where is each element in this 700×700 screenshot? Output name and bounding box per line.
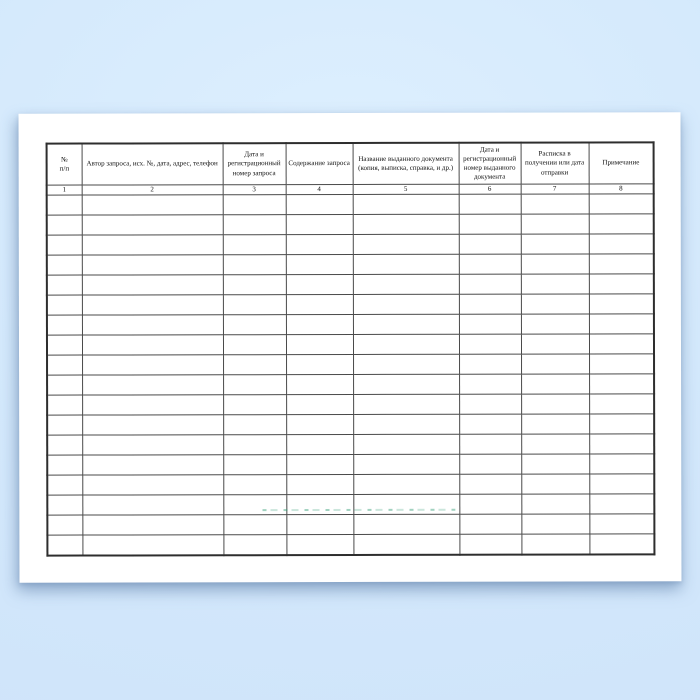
- empty-cell: [82, 235, 223, 255]
- empty-cell: [223, 255, 286, 275]
- empty-cell: [589, 494, 654, 514]
- empty-cell: [82, 395, 223, 415]
- empty-cell: [589, 194, 654, 214]
- empty-cell: [353, 354, 459, 374]
- empty-cell: [353, 314, 459, 334]
- empty-cell: [286, 274, 353, 294]
- empty-cell: [82, 515, 223, 535]
- empty-cell: [521, 474, 589, 494]
- empty-cell: [82, 475, 223, 495]
- empty-cell: [459, 374, 521, 394]
- empty-cell: [286, 414, 353, 434]
- col-number: 3: [223, 185, 286, 195]
- empty-cell: [286, 334, 353, 354]
- empty-cell: [47, 275, 82, 295]
- empty-cell: [47, 235, 82, 255]
- empty-cell: [589, 274, 654, 294]
- empty-cell: [521, 434, 589, 454]
- empty-row: [47, 414, 654, 435]
- empty-cell: [459, 514, 521, 534]
- empty-cell: [459, 314, 521, 334]
- empty-cell: [353, 534, 459, 555]
- empty-cell: [353, 394, 459, 414]
- empty-cell: [459, 454, 521, 474]
- empty-cell: [353, 414, 459, 434]
- empty-cell: [47, 355, 82, 375]
- empty-cell: [82, 295, 223, 315]
- empty-cell: [286, 434, 353, 454]
- empty-cell: [589, 374, 654, 394]
- empty-cell: [47, 495, 82, 515]
- empty-cell: [47, 195, 82, 215]
- journal-table: [46, 141, 656, 556]
- empty-cell: [223, 395, 286, 415]
- empty-cell: [47, 535, 82, 556]
- empty-cell: [47, 335, 82, 355]
- empty-row: [47, 474, 654, 495]
- empty-cell: [589, 314, 654, 334]
- empty-cell: [521, 334, 589, 354]
- empty-row: [47, 374, 654, 395]
- empty-cell: [353, 274, 459, 294]
- empty-cell: [459, 254, 521, 274]
- empty-cell: [286, 214, 353, 234]
- empty-cell: [521, 354, 589, 374]
- empty-cell: [521, 294, 589, 314]
- empty-cell: [521, 234, 589, 254]
- empty-cell: [286, 474, 353, 494]
- empty-cell: [353, 334, 459, 354]
- empty-cell: [47, 295, 82, 315]
- empty-cell: [589, 534, 654, 555]
- empty-cell: [223, 495, 286, 515]
- empty-cell: [589, 334, 654, 354]
- empty-cell: [353, 294, 459, 314]
- empty-cell: [459, 414, 521, 434]
- empty-cell: [459, 334, 521, 354]
- empty-cell: [353, 454, 459, 474]
- empty-cell: [82, 195, 223, 215]
- empty-cell: [353, 434, 459, 454]
- empty-rows-body: [47, 194, 655, 556]
- empty-cell: [521, 194, 589, 214]
- empty-cell: [82, 375, 223, 395]
- empty-row: [47, 294, 654, 315]
- empty-cell: [353, 474, 459, 494]
- empty-row: [47, 454, 654, 475]
- col-number: 5: [353, 184, 459, 194]
- empty-cell: [286, 234, 353, 254]
- document-page: [19, 112, 682, 582]
- empty-cell: [589, 474, 654, 494]
- empty-cell: [47, 475, 82, 495]
- empty-cell: [459, 434, 521, 454]
- empty-cell: [223, 455, 286, 475]
- col-header-note: Примечание: [589, 142, 654, 184]
- empty-cell: [521, 254, 589, 274]
- empty-cell: [459, 474, 521, 494]
- empty-cell: [82, 495, 223, 515]
- empty-row: [47, 534, 654, 556]
- empty-cell: [589, 254, 654, 274]
- empty-cell: [223, 375, 286, 395]
- empty-cell: [223, 435, 286, 455]
- empty-cell: [47, 435, 82, 455]
- empty-cell: [353, 514, 459, 534]
- empty-cell: [223, 295, 286, 315]
- empty-cell: [286, 514, 353, 534]
- empty-cell: [82, 215, 223, 235]
- empty-cell: [47, 255, 82, 275]
- empty-cell: [353, 374, 459, 394]
- empty-cell: [223, 535, 286, 556]
- empty-cell: [47, 375, 82, 395]
- empty-cell: [521, 514, 589, 534]
- empty-cell: [589, 414, 654, 434]
- empty-cell: [82, 255, 223, 275]
- empty-cell: [82, 455, 223, 475]
- empty-cell: [459, 234, 521, 254]
- empty-cell: [82, 435, 223, 455]
- empty-cell: [223, 215, 286, 235]
- col-number: 4: [286, 184, 353, 194]
- empty-cell: [286, 194, 353, 214]
- empty-cell: [459, 214, 521, 234]
- col-number: 1: [47, 185, 82, 195]
- empty-cell: [459, 494, 521, 514]
- empty-cell: [589, 294, 654, 314]
- empty-cell: [286, 534, 353, 555]
- empty-cell: [286, 254, 353, 274]
- empty-cell: [521, 274, 589, 294]
- empty-cell: [47, 455, 82, 475]
- empty-cell: [286, 454, 353, 474]
- empty-cell: [459, 294, 521, 314]
- col-number: 2: [82, 185, 223, 195]
- empty-cell: [82, 335, 223, 355]
- empty-cell: [82, 315, 223, 335]
- header-row: [47, 142, 654, 185]
- empty-row: [47, 254, 654, 275]
- empty-cell: [223, 195, 286, 215]
- empty-cell: [459, 534, 521, 555]
- empty-cell: [521, 374, 589, 394]
- empty-cell: [459, 274, 521, 294]
- empty-cell: [47, 395, 82, 415]
- empty-cell: [521, 414, 589, 434]
- col-header-issued-date: Дата и регистрационный номер выданного документа: [459, 143, 521, 185]
- empty-cell: [589, 234, 654, 254]
- empty-cell: [223, 355, 286, 375]
- empty-cell: [589, 434, 654, 454]
- empty-cell: [459, 354, 521, 374]
- empty-row: [47, 234, 654, 255]
- empty-cell: [286, 374, 353, 394]
- empty-cell: [82, 275, 223, 295]
- empty-row: [47, 514, 654, 535]
- empty-cell: [589, 514, 654, 534]
- empty-cell: [223, 415, 286, 435]
- col-number: 8: [589, 184, 654, 194]
- empty-cell: [589, 454, 654, 474]
- empty-cell: [47, 315, 82, 335]
- empty-cell: [459, 194, 521, 214]
- empty-cell: [223, 475, 286, 495]
- empty-cell: [223, 275, 286, 295]
- empty-row: [47, 334, 654, 355]
- col-header-request-content: Содержание запроса: [286, 143, 353, 185]
- empty-cell: [521, 534, 589, 555]
- empty-cell: [521, 454, 589, 474]
- empty-cell: [223, 235, 286, 255]
- col-header-document-name: Название выданного документа (копия, выписка, справка, и др.): [353, 143, 459, 185]
- col-number: 7: [521, 184, 589, 194]
- empty-cell: [47, 515, 82, 535]
- col-number: 6: [459, 184, 521, 194]
- empty-cell: [589, 394, 654, 414]
- empty-cell: [47, 415, 82, 435]
- empty-cell: [459, 394, 521, 414]
- col-header-author: Автор запроса, исх. №, дата, адрес, телефон: [82, 143, 223, 185]
- empty-cell: [286, 294, 353, 314]
- col-header-request-date: Дата и регистрационный номер запроса: [223, 143, 286, 185]
- empty-cell: [521, 394, 589, 414]
- empty-cell: [82, 415, 223, 435]
- empty-cell: [353, 214, 459, 234]
- col-header-receipt: Расписка в получении или дата отправки: [521, 142, 589, 184]
- empty-cell: [521, 314, 589, 334]
- empty-cell: [82, 535, 223, 556]
- empty-cell: [82, 355, 223, 375]
- empty-row: [47, 194, 654, 215]
- empty-cell: [521, 494, 589, 514]
- empty-cell: [353, 194, 459, 214]
- empty-row: [47, 394, 654, 415]
- empty-row: [47, 494, 654, 515]
- empty-cell: [286, 354, 353, 374]
- empty-cell: [353, 254, 459, 274]
- empty-cell: [589, 214, 654, 234]
- empty-row: [47, 214, 654, 235]
- empty-cell: [223, 515, 286, 535]
- empty-cell: [223, 335, 286, 355]
- empty-cell: [521, 214, 589, 234]
- empty-cell: [589, 354, 654, 374]
- col-header-num: № п/п: [47, 144, 82, 186]
- empty-row: [47, 434, 654, 455]
- empty-cell: [47, 215, 82, 235]
- empty-cell: [223, 315, 286, 335]
- empty-cell: [286, 394, 353, 414]
- empty-row: [47, 274, 654, 295]
- empty-cell: [353, 494, 459, 514]
- empty-cell: [286, 494, 353, 514]
- empty-cell: [286, 314, 353, 334]
- empty-row: [47, 314, 654, 335]
- empty-row: [47, 354, 654, 375]
- empty-cell: [353, 234, 459, 254]
